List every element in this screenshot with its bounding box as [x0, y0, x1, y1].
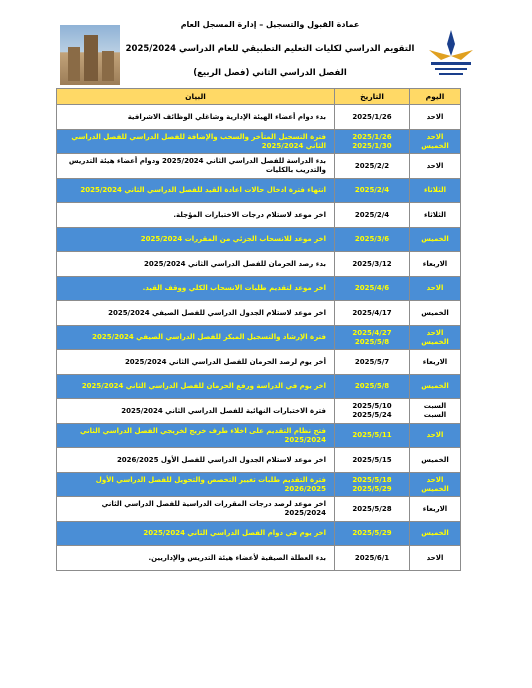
desc-cell: انتهاء فترة ادخال حالات اعادة القيد للفصل الدراسي الثاني 2025/2024	[57, 179, 335, 203]
date-cell: 2025/6/1	[335, 546, 410, 571]
table-row	[57, 424, 461, 448]
desc-cell: فترة التسجيل المتأخر والسحب والإضافة للفصل الدراسي للفصل الدراسي الثاني 2025/2024	[57, 130, 335, 154]
day-cell: الاربعاء	[410, 350, 461, 375]
table-row	[57, 277, 461, 301]
day-cell: الخميس	[410, 448, 461, 473]
date-cell: 2025/4/6	[335, 277, 410, 301]
date-cell: 2025/5/7	[335, 350, 410, 375]
date-cell: 2025/5/15	[335, 448, 410, 473]
table-row	[57, 546, 461, 571]
desc-cell: بدء دوام أعضاء الهيئة الإدارية وشاغلي الوظائف الاشرافية	[57, 105, 335, 130]
header-line-1: عمادة القبول والتسجيل – إدارة المسجل العام	[180, 20, 360, 29]
col-header-day: اليوم	[410, 89, 461, 105]
day-cell: الاربعاء	[410, 497, 461, 522]
date-cell: 2025/5/11	[335, 424, 410, 448]
table-row	[57, 448, 461, 473]
desc-cell: اخر موعد لاستلام الجدول الدراسي للفصل الصيفي 2025/2024	[57, 301, 335, 326]
date-cell: 2025/5/28	[335, 497, 410, 522]
date-cell: 2025/3/6	[335, 228, 410, 252]
table-row	[57, 301, 461, 326]
day-cell: الاحد	[410, 546, 461, 571]
table-row	[57, 497, 461, 522]
table-row	[57, 203, 461, 228]
table-row	[57, 252, 461, 277]
table-row	[57, 179, 461, 203]
desc-cell: اخر موعد لاستلام درجات الاختبارات المؤجلة.	[57, 203, 335, 228]
desc-cell: اخر موعد لرصد درجات المقررات الدراسية للفصل الدراسي الثاني 2025/2024	[57, 497, 335, 522]
calendar-table	[56, 88, 461, 571]
table-row	[57, 350, 461, 375]
desc-cell: بدء الدراسة للفصل الدراسي الثاني 2025/2024 ودوام أعضاء هيئة التدريس والتدريب بالكليات	[57, 154, 335, 179]
table-row	[57, 105, 461, 130]
table-row	[57, 326, 461, 350]
col-header-date: التاريخ	[335, 89, 410, 105]
day-cell: الخميس	[410, 228, 461, 252]
date-cell: 2025/2/4	[335, 179, 410, 203]
desc-cell: بدء العطلة الصيفية لأعضاء هيئة التدريس والإداريين.	[57, 546, 335, 571]
day-cell: الثلاثاء	[410, 179, 461, 203]
paaet-logo-icon	[425, 28, 477, 80]
desc-cell: اخر يوم في دوام الفصل الدراسي الثاني 2025/2024	[57, 522, 335, 546]
building-photo	[60, 25, 120, 85]
table-row	[57, 522, 461, 546]
desc-cell: فترة التقديم طلبات تغيير التخصص والتحويل للفصل الدراسي الأول 2026/2025	[57, 473, 335, 497]
table-row	[57, 399, 461, 424]
day-cell: الخميس	[410, 375, 461, 399]
desc-cell: فترة الإرشاد والتسجيل المبكر للفصل الدراسي الصيفي 2025/2024	[57, 326, 335, 350]
date-cell: 2025/3/12	[335, 252, 410, 277]
table-header-row	[57, 89, 461, 105]
table-row	[57, 473, 461, 497]
date-cell: 2025/5/8	[335, 375, 410, 399]
desc-cell: فترة الاختبارات النهائية للفصل الدراسي الثاني 2025/2024	[57, 399, 335, 424]
table-row	[57, 375, 461, 399]
day-cell: الثلاثاء	[410, 203, 461, 228]
day-cell: الاربعاء	[410, 252, 461, 277]
table-row	[57, 154, 461, 179]
date-cell: 2025/1/26	[335, 105, 410, 130]
day-cell: الاحد الخميس	[410, 130, 461, 154]
table-row	[57, 228, 461, 252]
desc-cell: فتح نظام التقديم على اخلاء طرف خريج لخريجي الفصل الدراسي الثاني 2025/2024	[57, 424, 335, 448]
col-header-desc: البيان	[57, 89, 335, 105]
desc-cell: اخر موعد للانسحاب الجزئي من المقررات 2025/2024	[57, 228, 335, 252]
desc-cell: اخر موعد لتقديم طلبات الانسحاب الكلي ووقف القيد.	[57, 277, 335, 301]
desc-cell: بدء رصد الحرمان للفصل الدراسي الثاني 2025/2024	[57, 252, 335, 277]
date-cell: 2025/5/29	[335, 522, 410, 546]
header-line-3: الفصل الدراسي الثاني (فصل الربيع)	[193, 68, 347, 78]
day-cell: الاحد	[410, 424, 461, 448]
date-cell: 2025/1/26 2025/1/30	[335, 130, 410, 154]
date-cell: 2025/4/27 2025/5/8	[335, 326, 410, 350]
day-cell: الخميس	[410, 301, 461, 326]
day-cell: الاحد	[410, 105, 461, 130]
date-cell: 2025/2/2	[335, 154, 410, 179]
table-row	[57, 130, 461, 154]
header-line-2: التقويم الدراسي لكليات التعليم التطبيقي للعام الدراسي 2025/2024	[125, 44, 415, 54]
desc-cell: اخر يوم في الدراسة ورفع الحرمان للفصل الدراسي الثاني 2025/2024	[57, 375, 335, 399]
date-cell: 2025/2/4	[335, 203, 410, 228]
date-cell: 2025/4/17	[335, 301, 410, 326]
day-cell: الاحد الخميس	[410, 326, 461, 350]
desc-cell: أخر يوم لرصد الحرمان للفصل الدراسي الثاني 2025/2024	[57, 350, 335, 375]
day-cell: الاحد	[410, 154, 461, 179]
day-cell: الاحد الخميس	[410, 473, 461, 497]
date-cell: 2025/5/18 2025/5/29	[335, 473, 410, 497]
desc-cell: اخر موعد لاستلام الجدول الدراسي للفصل الأول 2026/2025	[57, 448, 335, 473]
day-cell: الخميس	[410, 522, 461, 546]
day-cell: السبت السبت	[410, 399, 461, 424]
date-cell: 2025/5/10 2025/5/24	[335, 399, 410, 424]
day-cell: الاحد	[410, 277, 461, 301]
